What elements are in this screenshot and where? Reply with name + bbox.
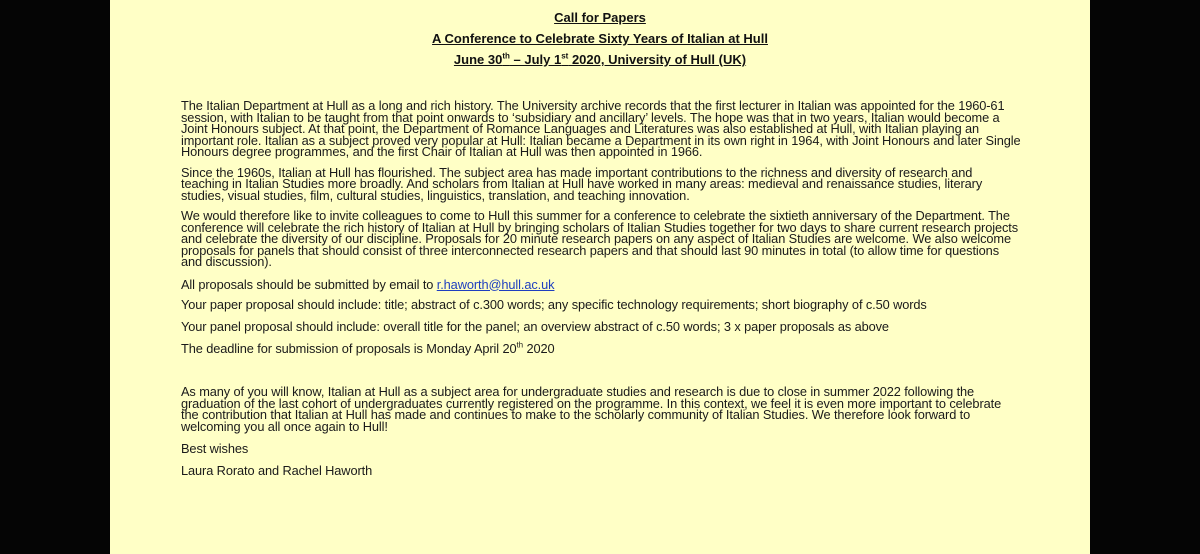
paragraph-panel-proposal: Your panel proposal should include: overall title for the panel; an overview abstract of c.50 words; 3 x paper proposals as above xyxy=(181,319,889,334)
date-dash: – July 1 xyxy=(509,52,562,67)
paragraph-deadline xyxy=(181,341,1021,356)
spacer xyxy=(181,363,1021,386)
paragraph-paper-proposal: Your paper proposal should include: title; abstract of c.300 words; any specific technology requirements; short biography of c.50 words xyxy=(181,296,927,312)
document-header xyxy=(110,9,1090,72)
deadline-year: 2020 xyxy=(523,341,555,356)
date-end-suffix: st xyxy=(561,51,569,61)
paragraph-flourished: Since the 1960s, Italian at Hull has flourished. The subject area has made important contributions to the richness and diversity of research and teaching in Italian Studies more broadly. And scholars from Italian at Hull have worked in many areas: medieval and renaissance studies, literary studies, visual studies, film, cultural studies, linguistics, translation, and teaching innovation. xyxy=(181,164,983,203)
document-page xyxy=(110,0,1090,554)
right-letterbox xyxy=(1090,0,1200,554)
document-body xyxy=(181,100,1021,485)
date-start-suffix: th xyxy=(502,51,510,61)
paragraph-invitation: We would therefore like to invite colleagues to come to Hull this summer for a conference to celebrate the sixtieth anniversary of the Department. The conference will celebrate the rich history of Italian at Hull by bringing scholars of Italian Studies together for two days to share current research projects and celebrate the diversity of our discipline. Proposals for 20 minute research papers on any aspect of Italian Studies are welcome. We also welcome proposals for panels that should consist of three interconnected research papers and that should last 90 minutes in total (to allow time for questions and discussion). xyxy=(181,208,1019,269)
signatories: Laura Rorato and Rachel Haworth xyxy=(181,463,373,478)
left-letterbox xyxy=(0,0,110,554)
deadline-text: The deadline for submission of proposals is Monday April 20 xyxy=(181,341,517,356)
call-title: Call for Papers xyxy=(554,10,646,25)
conference-title: A Conference to Celebrate Sixty Years of Italian at Hull xyxy=(432,31,768,46)
date-rest: 2020, University of Hull (UK) xyxy=(568,52,747,67)
conference-date xyxy=(110,51,1090,72)
paragraph-email xyxy=(181,277,1021,292)
sign-off: Best wishes xyxy=(181,441,249,456)
email-intro: All proposals should be submitted by email to xyxy=(181,276,437,292)
email-link[interactable]: r.haworth@hull.ac.uk xyxy=(436,276,555,292)
deadline-suffix: th xyxy=(516,340,524,350)
paragraph-closing: As many of you will know, Italian at Hull as a subject area for undergraduate studies and research is due to close in summer 2022 following the graduation of the last cohort of undergraduates currently registered on the programme. In this context, we feel it is even more important to celebrate the contribution that Italian at Hull has made and continues to make to the scholarly community of Italian Studies. We therefore look forward to welcoming you all once again to Hull! xyxy=(181,384,1002,434)
paragraph-history: The Italian Department at Hull as a long and rich history. The University archive records that the first lecturer in Italian was appointed for the 1960-61 session, with Italian to be taught from that point onwards to ‘subsidiary and ancillary’ levels. The hope was that in two years, Italian would become a Joint Honours subject. At that point, the Department of Romance Languages and Literatures was also established at Hull, with Italian playing an important role. Italian as a subject proved very popular at Hull: Italian became a Department in its own right in 1964, with Joint Honours and later Single Honours degree programmes, and the first Chair of Italian at Hull was then appointed in 1966. xyxy=(181,98,1021,159)
date-start: June 30 xyxy=(453,52,503,67)
